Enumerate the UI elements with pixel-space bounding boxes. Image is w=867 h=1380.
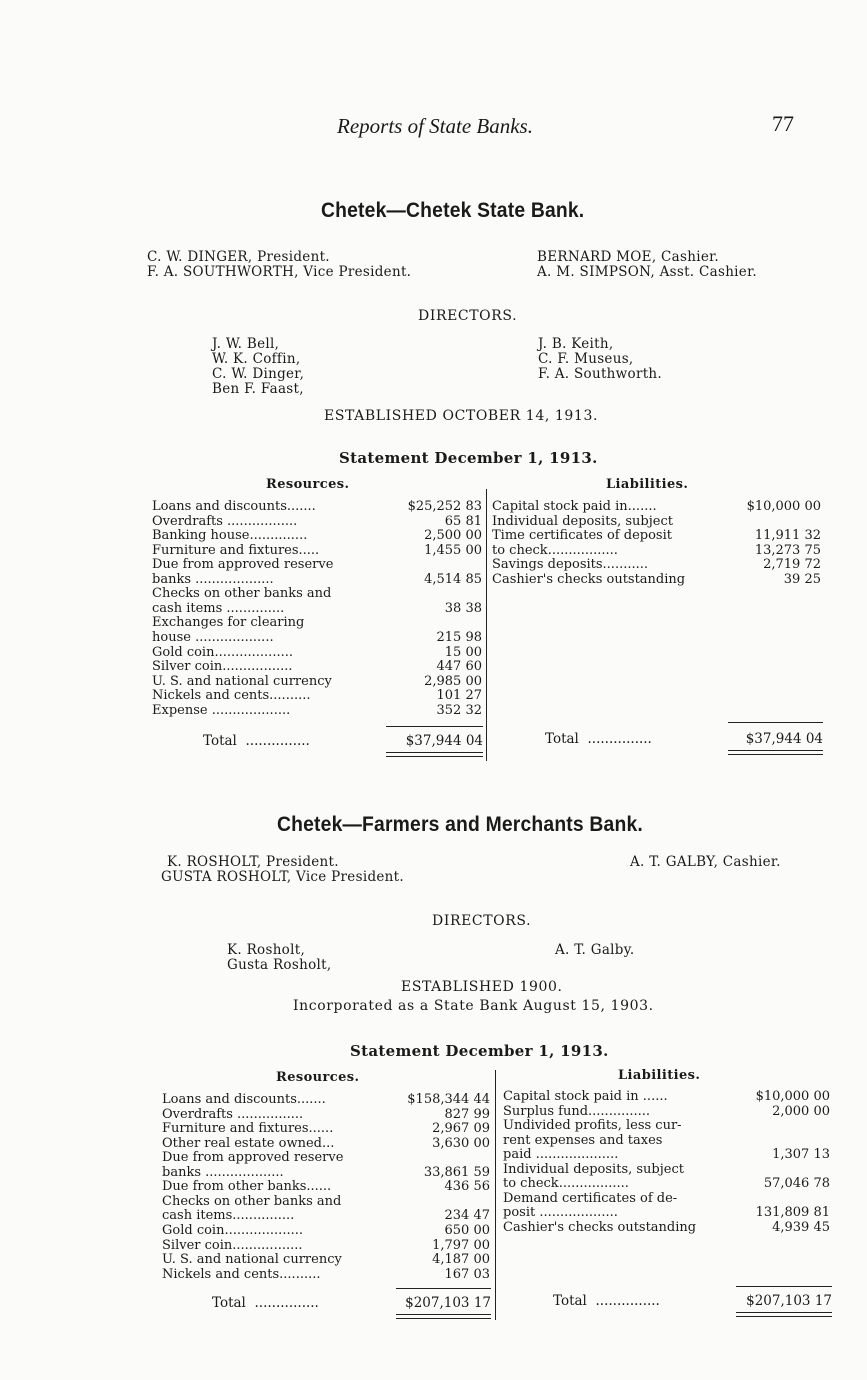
ledger-amount: $25,252 83 [407,499,482,514]
ledger-row [492,515,824,530]
ledger-label: banks ................... [162,1164,284,1180]
bank2-liabilities-double-rule [736,1316,832,1317]
ledger-amount: 2,967 09 [432,1121,490,1137]
bank1-liabilities-total-label: Total ............... [545,731,652,747]
ledger-label: Loans and discounts....... [162,1092,326,1107]
ledger-amount: 436 56 [444,1179,490,1195]
ledger-row [152,544,484,559]
bank2-liabilities-double-rule [736,1312,832,1313]
bank1-officer-right-2: A. M. SIMPSON, Asst. Cashier. [537,264,757,280]
bank2-established: ESTABLISHED 1900. [401,979,563,995]
bank1-resources-heading: Resources. [266,477,350,492]
ledger-row [162,1195,492,1210]
ledger-label: Demand certificates of de- [503,1190,678,1206]
ledger-row [162,1122,492,1137]
bank2-director: A. T. Galby. [555,942,635,958]
ledger-amount: 352 32 [436,702,482,718]
bank1-officer-right-1: BERNARD MOE, Cashier. [537,249,719,265]
ledger-amount: 1,797 00 [432,1237,490,1253]
ledger-label: Due from other banks...... [162,1179,332,1195]
bank2-officer-left-1: K. ROSHOLT, President. [167,854,339,870]
bank1-title: Chetek—Chetek State Bank. [321,199,585,222]
ledger-row [492,573,824,588]
ledger-amount: 13,273 75 [754,542,821,558]
ledger-label: rent expenses and taxes [503,1132,663,1148]
ledger-row [162,1108,492,1123]
bank1-column-divider [486,489,487,761]
ledger-label: U. S. and national currency [162,1252,342,1268]
ledger-row [503,1105,833,1120]
ledger-label: Furniture and fixtures...... [162,1121,334,1137]
running-title: Reports of State Banks. [337,114,533,138]
ledger-label: Time certificates of deposit [492,528,672,544]
ledger-label: Silver coin................. [152,659,293,675]
ledger-amount: 38 38 [444,600,482,616]
ledger-row [492,500,824,515]
bank1-director: C. F. Museus, [538,351,634,367]
bank1-officer-left-1: C. W. DINGER, President. [147,249,330,265]
ledger-amount: 11,911 32 [754,528,821,544]
ledger-amount: 4,939 45 [772,1219,830,1235]
ledger-amount: 33,861 59 [423,1164,490,1180]
ledger-row [162,1093,492,1108]
ledger-label: Other real estate owned... [162,1135,335,1151]
ledger-amount: 4,514 85 [424,571,482,587]
ledger-label: Nickels and cents.......... [162,1266,321,1282]
ledger-label: Checks on other banks and [162,1193,342,1209]
ledger-row [152,675,484,690]
ledger-row [162,1224,492,1239]
ledger-label: Gold coin................... [152,644,293,660]
ledger-amount: 2,000 00 [772,1103,830,1119]
ledger-row [152,689,484,704]
ledger-label: cash items .............. [152,600,285,616]
bank2-statement-heading: Statement December 1, 1913. [350,1042,609,1060]
ledger-amount: $10,000 00 [755,1089,830,1104]
bank1-established: ESTABLISHED OCTOBER 14, 1913. [324,408,599,424]
ledger-row [162,1151,492,1166]
bank2-resources-total-label: Total ............... [212,1295,319,1311]
bank2-resources-double-rule [396,1314,491,1315]
bank2-liabilities-heading: Liabilities. [618,1068,701,1083]
ledger-row [152,573,484,588]
ledger-label: Silver coin................. [162,1237,303,1253]
ledger-label: Surplus fund............... [503,1103,651,1119]
ledger-row [162,1268,492,1283]
bank2-officer-right-1: A. T. GALBY, Cashier. [630,854,781,870]
ledger-amount: 234 47 [444,1208,490,1224]
ledger-row [152,529,484,544]
bank1-liabilities-sum-rule [728,722,823,723]
ledger-label: Banking house.............. [152,528,308,544]
ledger-label: posit ................... [503,1205,618,1221]
ledger-amount: 2,985 00 [424,673,482,689]
ledger-label: to check................. [492,542,618,558]
ledger-amount: 65 81 [444,513,482,529]
bank2-liabilities-sum-rule [736,1286,832,1287]
ledger-row [503,1206,833,1221]
ledger-label: Cashier's checks outstanding [492,571,686,587]
ledger-amount: 101 27 [436,688,482,704]
ledger-amount: 1,455 00 [424,542,482,558]
ledger-amount: 1,307 13 [772,1147,830,1163]
bank1-liabilities-total: $37,944 04 [745,731,823,747]
ledger-label: cash items............... [162,1208,295,1224]
ledger-row [152,558,484,573]
bank1-director: Ben F. Faast, [212,381,304,397]
ledger-label: to check................. [503,1176,629,1192]
ledger-row [162,1166,492,1181]
bank2-liabilities-total: $207,103 17 [746,1293,832,1309]
bank1-director: J. W. Bell, [212,336,280,352]
bank1-officer-left-2: F. A. SOUTHWORTH, Vice President. [147,264,412,280]
ledger-amount: 131,809 81 [755,1205,830,1221]
ledger-amount: 57,046 78 [763,1176,830,1192]
ledger-row [503,1221,833,1236]
ledger-row [492,544,824,559]
ledger-label: Expense ................... [152,702,291,718]
bank1-resources-total-label: Total ............... [203,733,310,749]
bank2-resources-total: $207,103 17 [405,1295,491,1311]
ledger-row [162,1209,492,1224]
bank2-directors-heading: DIRECTORS. [432,913,532,929]
ledger-row [503,1134,833,1149]
bank2-column-divider [495,1070,496,1320]
ledger-label: Individual deposits, subject [503,1161,684,1177]
bank1-liabilities-double-rule [728,754,823,755]
ledger-row [492,529,824,544]
ledger-label: Savings deposits........... [492,557,648,573]
ledger-row [503,1148,833,1163]
ledger-row [503,1119,833,1134]
ledger-label: Individual deposits, subject [492,513,673,529]
ledger-row [162,1239,492,1254]
ledger-amount: 2,500 00 [424,528,482,544]
ledger-row [492,558,824,573]
ledger-label: Exchanges for clearing [152,615,305,631]
bank2-title: Chetek—Farmers and Merchants Bank. [277,813,643,836]
bank2-director: Gusta Rosholt, [227,957,332,973]
ledger-row [152,587,484,602]
bank1-resources-double-rule [386,752,483,753]
bank2-incorporated: Incorporated as a State Bank August 15, 1903. [293,998,654,1014]
ledger-row [152,602,484,617]
ledger-label: Undivided profits, less cur- [503,1118,682,1134]
ledger-row [503,1192,833,1207]
ledger-row [152,646,484,661]
ledger-amount: $10,000 00 [746,499,821,514]
ledger-amount: 3,630 00 [432,1135,490,1151]
bank1-directors-heading: DIRECTORS. [418,308,518,324]
ledger-label: Checks on other banks and [152,586,332,602]
ledger-label: Capital stock paid in....... [492,499,657,514]
ledger-label: Gold coin................... [162,1222,303,1238]
bank2-resources-heading: Resources. [276,1070,360,1085]
ledger-label: Overdrafts ................ [162,1106,304,1122]
ledger-amount: $158,344 44 [407,1092,490,1107]
ledger-label: Overdrafts ................. [152,513,298,529]
ledger-row [162,1253,492,1268]
bank2-liabilities-total-label: Total ............... [553,1293,660,1309]
bank2-resources-sum-rule [396,1288,491,1289]
ledger-label: house ................... [152,629,274,645]
ledger-row [152,616,484,631]
ledger-row [162,1137,492,1152]
bank1-resources-total: $37,944 04 [405,733,483,749]
ledger-row [503,1090,833,1105]
bank1-liabilities-heading: Liabilities. [606,477,689,492]
bank2-resources-double-rule [396,1318,491,1319]
bank1-resources-double-rule [386,756,483,757]
ledger-amount: 39 25 [783,571,821,587]
ledger-row [152,500,484,515]
ledger-label: paid .................... [503,1147,619,1163]
ledger-label: banks ................... [152,571,274,587]
ledger-amount: 2,719 72 [763,557,821,573]
ledger-label: Loans and discounts....... [152,499,316,514]
bank1-director: F. A. Southworth. [538,366,663,382]
ledger-label: Due from approved reserve [152,557,334,573]
ledger-label: Due from approved reserve [162,1150,344,1166]
ledger-amount: 215 98 [436,629,482,645]
bank1-director: W. K. Coffin, [212,351,301,367]
bank1-director: J. B. Keith, [538,336,614,352]
ledger-amount: 447 60 [436,659,482,675]
ledger-label: U. S. and national currency [152,673,332,689]
bank2-officer-left-2: GUSTA ROSHOLT, Vice President. [161,869,404,885]
ledger-row [152,704,484,719]
ledger-amount: 15 00 [444,644,482,660]
bank1-director: C. W. Dinger, [212,366,305,382]
bank1-statement-heading: Statement December 1, 1913. [339,449,598,467]
ledger-row [503,1177,833,1192]
ledger-label: Capital stock paid in ...... [503,1089,668,1104]
bank1-resources-sum-rule [386,726,483,727]
bank1-liabilities-double-rule [728,750,823,751]
ledger-row [152,660,484,675]
ledger-amount: 167 03 [444,1266,490,1282]
ledger-label: Cashier's checks outstanding [503,1219,697,1235]
page-number: 77 [772,111,794,136]
ledger-amount: 650 00 [444,1222,490,1238]
ledger-row [162,1180,492,1195]
bank2-director: K. Rosholt, [227,942,306,958]
ledger-row [152,631,484,646]
ledger-row [152,515,484,530]
ledger-row [503,1163,833,1178]
ledger-amount: 827 99 [444,1106,490,1122]
ledger-label: Furniture and fixtures..... [152,542,320,558]
ledger-label: Nickels and cents.......... [152,688,311,704]
ledger-amount: 4,187 00 [432,1252,490,1268]
